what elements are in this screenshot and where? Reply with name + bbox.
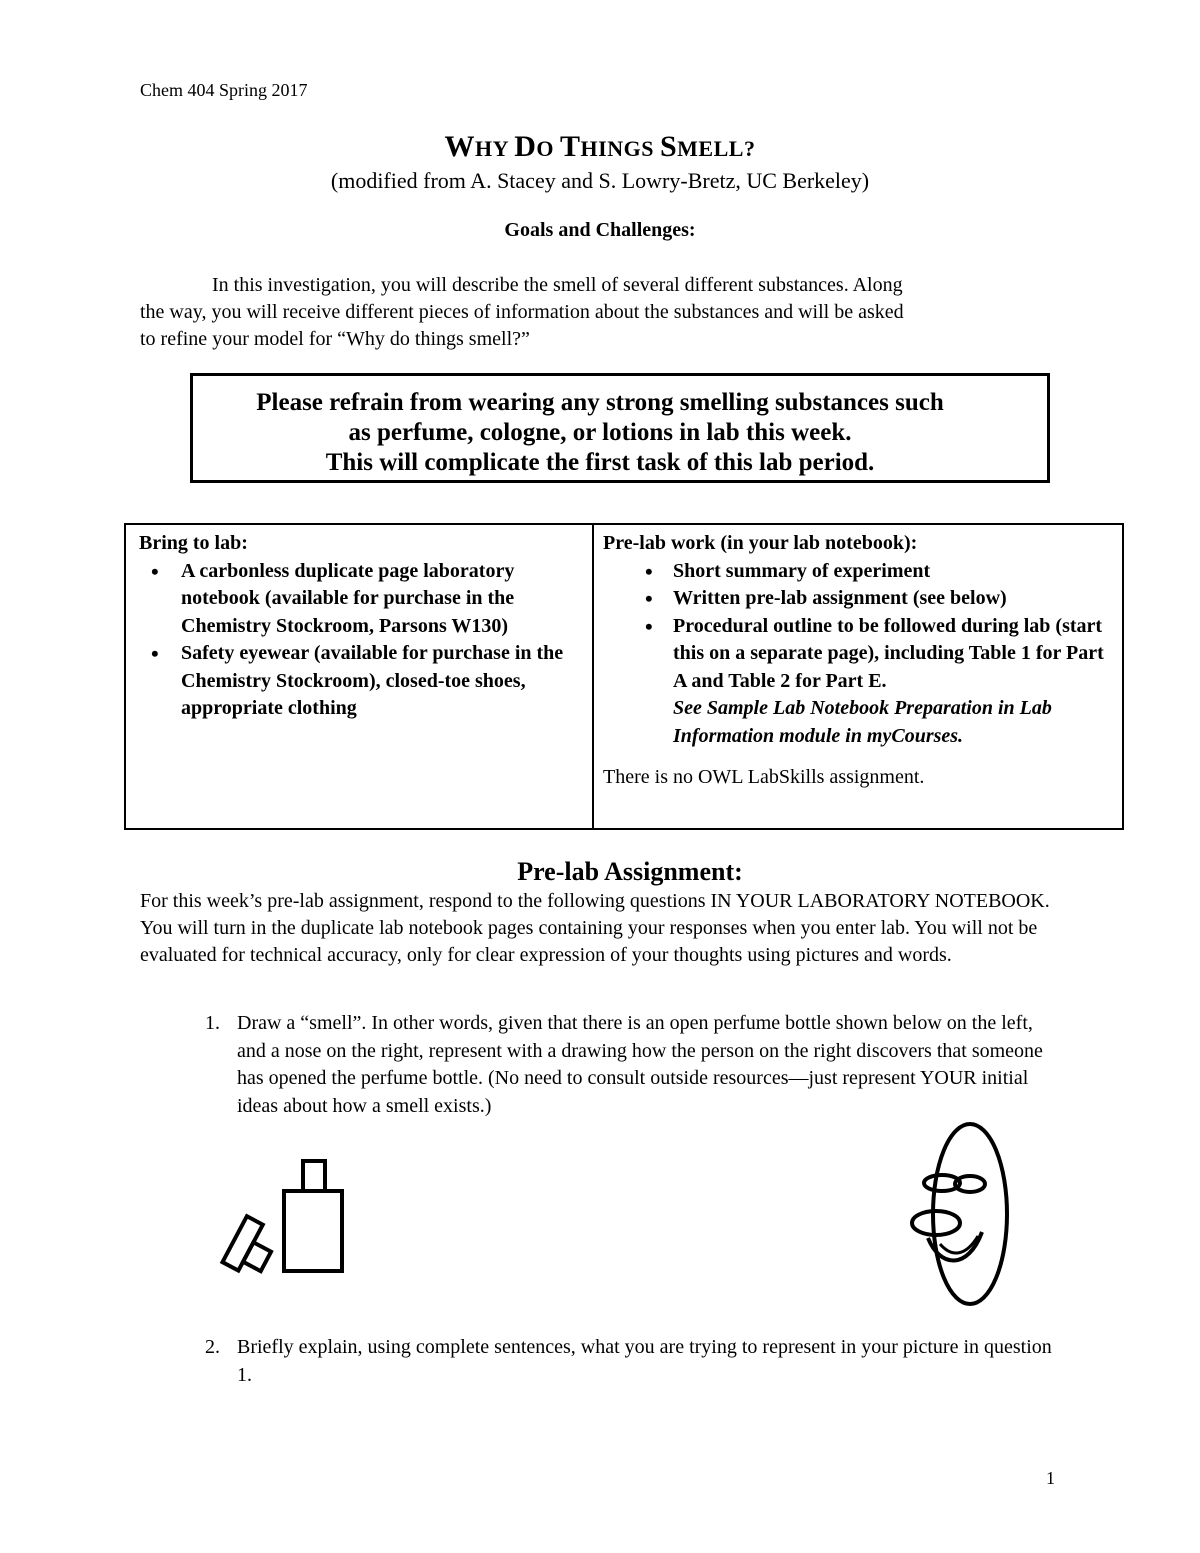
assignment-heading: Pre-lab Assignment: <box>517 857 743 886</box>
warning-box <box>190 373 1050 483</box>
warning-line: as perfume, cologne, or lotions in lab this week. <box>348 419 852 446</box>
prelab-item: • Written pre-lab assignment (see below) <box>603 585 1108 613</box>
prelab-heading: Pre-lab work (in your lab notebook): <box>603 532 918 554</box>
prelab-work-column <box>603 530 1108 792</box>
goals-line: to refine your model for “Why do things smell?” <box>140 328 530 350</box>
bring-to-lab-column <box>139 530 584 723</box>
title-part: HINGS <box>580 136 660 161</box>
question-number: 2. <box>205 1336 220 1358</box>
title-part: W <box>444 130 476 163</box>
warning-line: This will complicate the first task of this lab period. <box>325 449 875 476</box>
title-part: S <box>659 130 678 163</box>
goals-line: the way, you will receive different pieces of information about the substances and will be asked <box>140 301 904 323</box>
goals-heading: Goals and Challenges: <box>504 219 696 241</box>
perfume-bottle-icon <box>200 1155 360 1285</box>
assignment-intro: For this week’s pre-lab assignment, respond to the following questions IN YOUR LABORATORY NOTEBOOK. You will turn in the duplicate lab notebook pages containing your responses when you enter lab. You will not be evaluated for technical accuracy, only for clear expression of your thoughts using pictures and words. <box>140 890 1050 966</box>
question-text: Briefly explain, using complete sentences, what you are trying to represent in your picture in question 1. <box>237 1336 1052 1386</box>
page-title <box>0 130 1200 164</box>
prelab-item: • Procedural outline to be followed during lab (start this on a separate page), including Table 1 for Part A and Table 2 for Part E. <box>603 613 1108 696</box>
title-part: HY <box>475 136 515 161</box>
course-header: Chem 404 Spring 2017 <box>140 80 308 100</box>
title-part: O <box>536 136 561 161</box>
prelab-item: • Short summary of experiment <box>603 558 1108 586</box>
question-number: 1. <box>205 1012 220 1034</box>
warning-line: Please refrain from wearing any strong smelling substances such <box>256 389 944 416</box>
subtitle: (modified from A. Stacey and S. Lowry-Bretz, UC Berkeley) <box>330 168 870 193</box>
title-part: D <box>514 130 537 163</box>
goals-line: In this investigation, you will describe the smell of several different substances. Along <box>212 274 903 296</box>
goals-paragraph <box>140 272 1070 353</box>
bring-item: • Safety eyewear (available for purchase in the Chemistry Stockroom), closed-toe shoes, appropriate clothing <box>139 640 584 723</box>
question-1 <box>205 1010 1065 1130</box>
title-part: MELL? <box>677 136 756 161</box>
table-divider <box>592 525 594 828</box>
bring-item: • A carbonless duplicate page laboratory notebook (available for purchase in the Chemistry Stockroom, Parsons W130) <box>139 558 584 641</box>
owl-note: There is no OWL LabSkills assignment. <box>603 766 925 788</box>
requirements-table <box>124 523 1124 830</box>
question-text: Draw a “smell”. In other words, given that there is an open perfume bottle shown below on the left, and a nose on the right, represent with a drawing how the person on the right discovers that someone has opened the perfume bottle. (No need to consult outside resources—just represent YOUR initial ideas about how a smell exists.) <box>237 1012 1043 1117</box>
notebook-note: See Sample Lab Notebook Preparation in Lab Information module in myCourses. <box>673 697 1052 747</box>
title-part: T <box>560 130 581 163</box>
question-2 <box>205 1334 1065 1394</box>
face-with-nose-icon <box>900 1120 1020 1310</box>
bring-heading: Bring to lab: <box>139 532 248 554</box>
page-number: 1 <box>1046 1468 1055 1488</box>
